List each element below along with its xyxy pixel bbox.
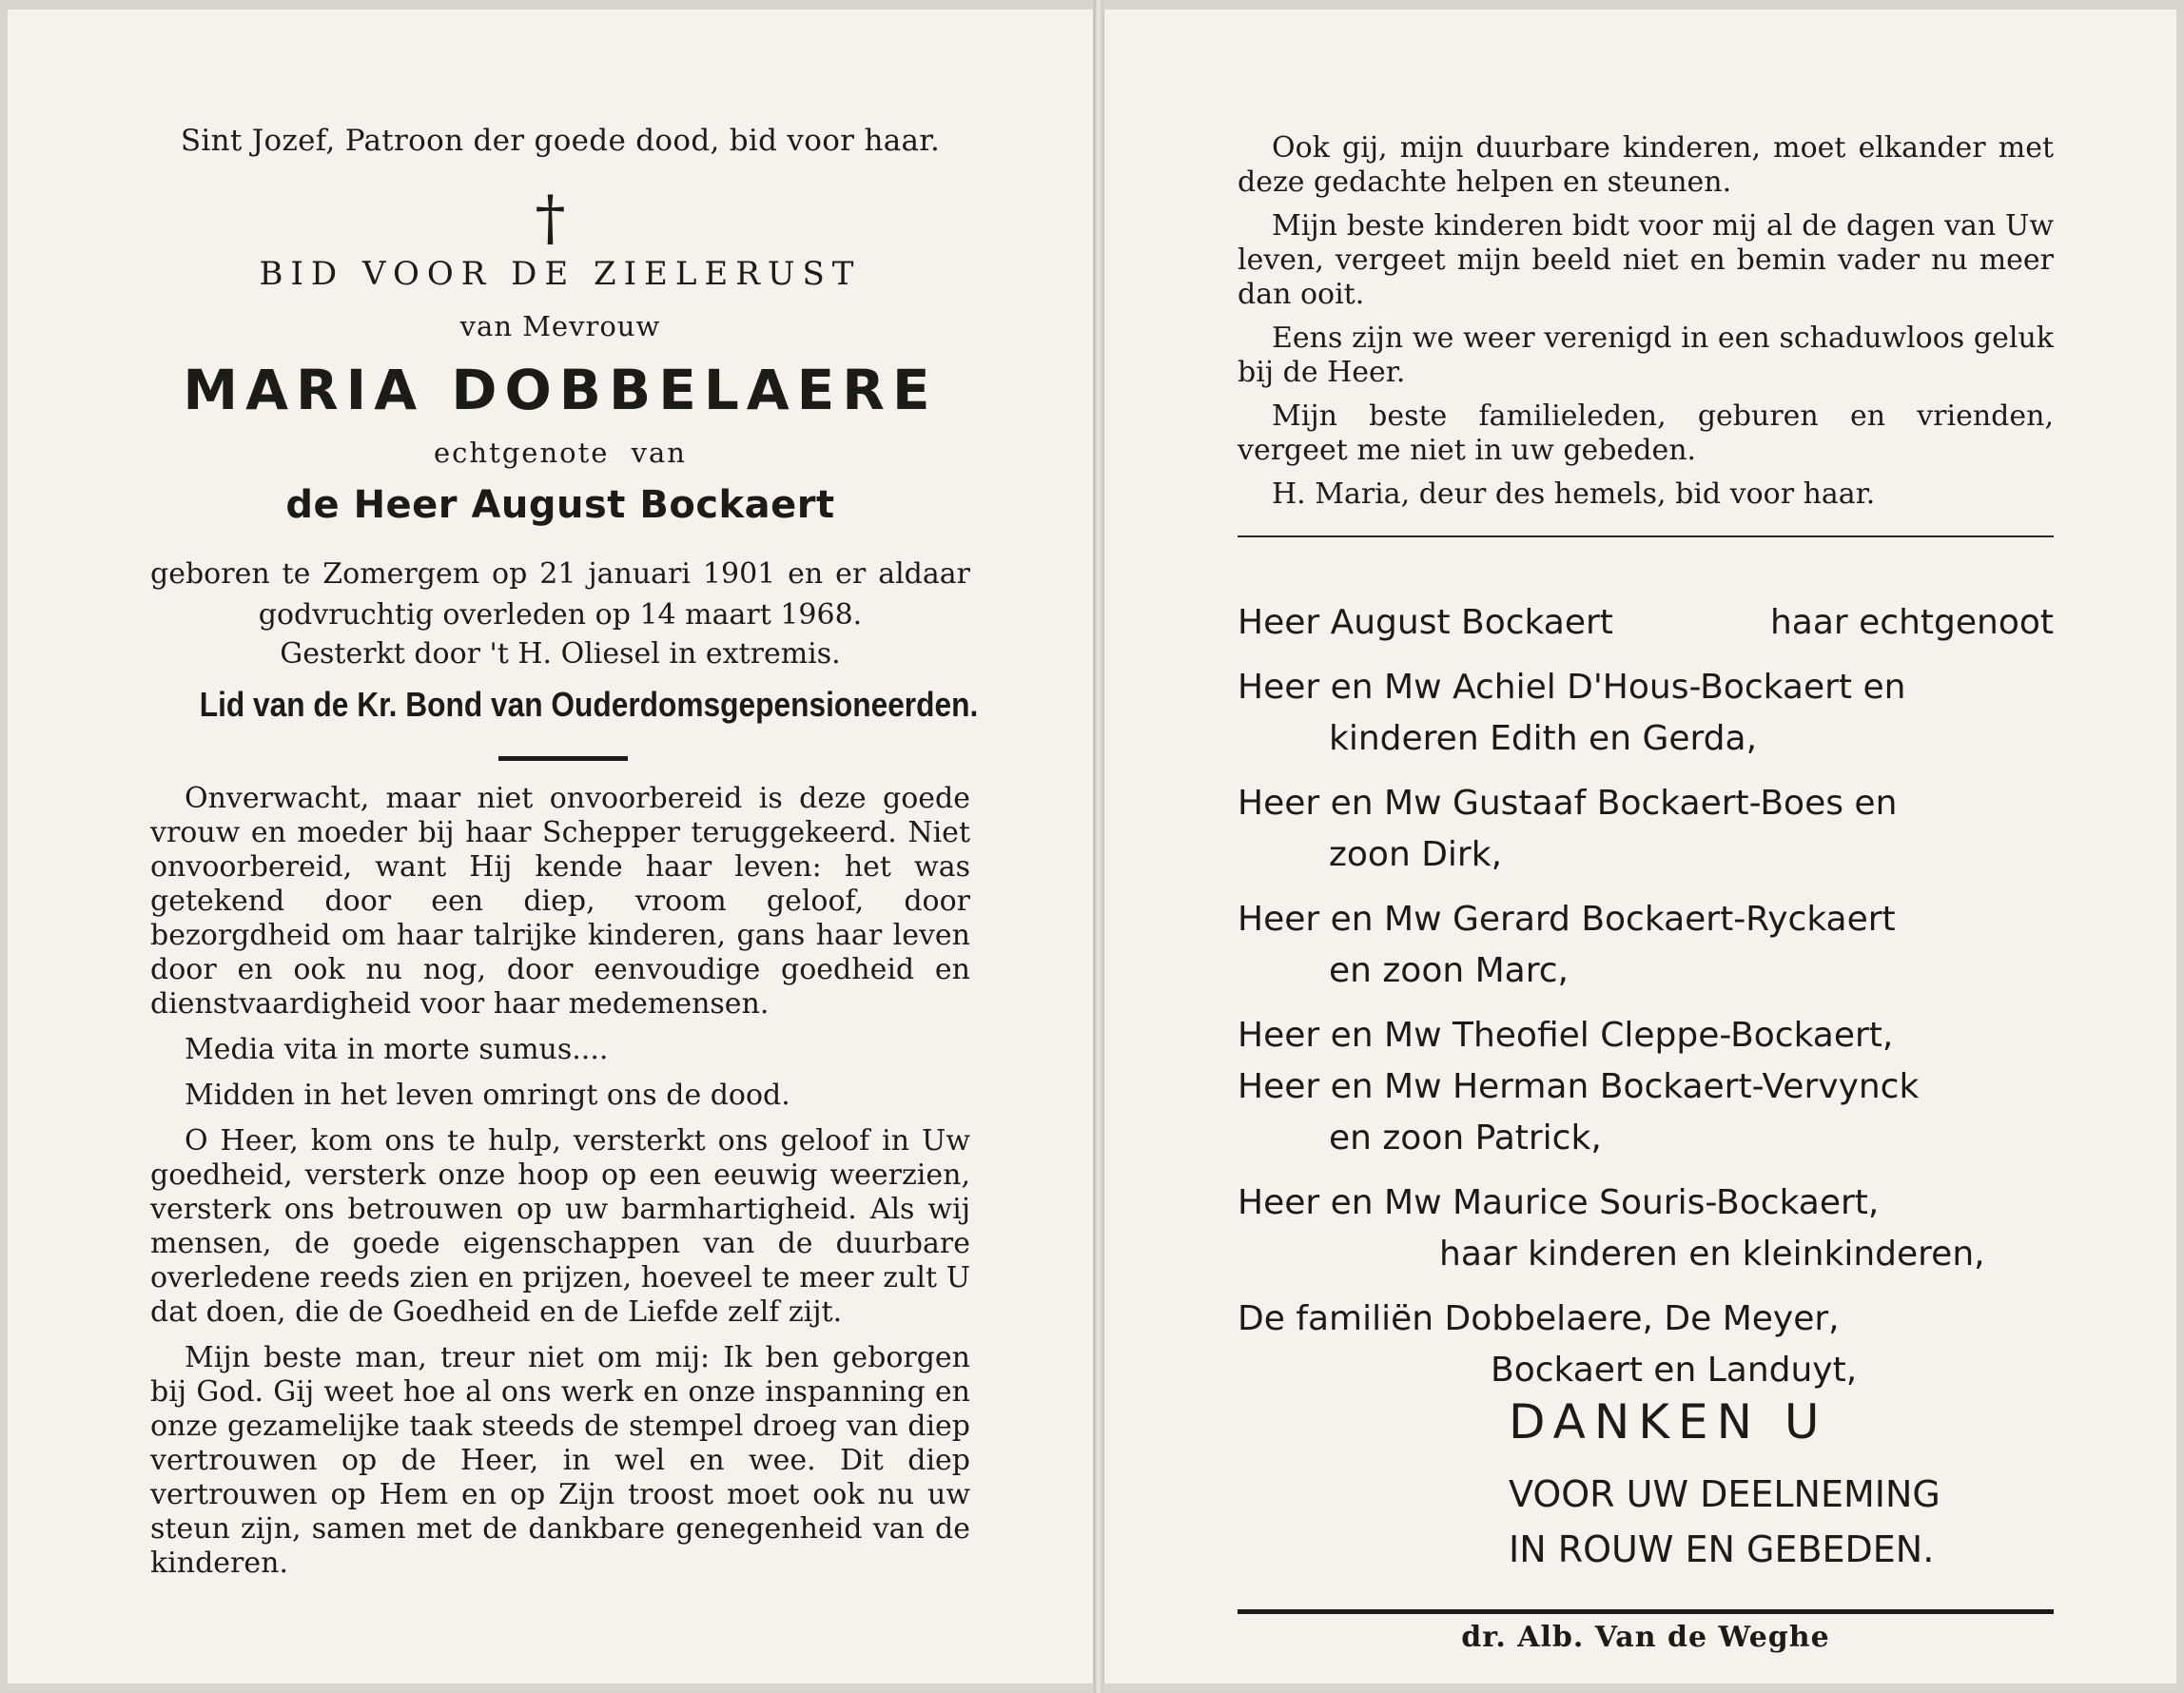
- paragraph: Media vita in morte sumus....: [185, 1033, 609, 1066]
- verse: Eens zijn we weer verenigd in een schaduwloos geluk bij de Heer.: [1238, 321, 2054, 389]
- divider: [498, 756, 628, 761]
- printer-credit: dr. Alb. Van de Weghe: [1461, 1621, 1830, 1654]
- thanks-line: IN ROUW EN GEBEDEN.: [1509, 1528, 1935, 1570]
- left-card: [8, 10, 1094, 1683]
- paragraph: Midden in het leven omringt ons de dood.: [185, 1079, 790, 1112]
- verses: [1238, 131, 2054, 521]
- title-line: van Mevrouw: [459, 310, 661, 342]
- prayer-top: Sint Jozef, Patroon der goede dood, bid voor haar.: [180, 124, 941, 158]
- divider: [1238, 1609, 2054, 1614]
- list-item: Heer en Mw Achiel D'Hous-Bockaert en: [1238, 668, 1906, 707]
- list-item: Heer en Mw Gerard Bockaert-Ryckaert: [1238, 900, 1896, 939]
- thanks-text: [1509, 1467, 2056, 1577]
- membership-text: Lid van de Kr. Bond van Ouderdomsgepensioneerden.: [199, 685, 979, 724]
- list-item: Heer en Mw Gustaaf Bockaert-Boes en: [1238, 784, 1898, 823]
- spouse-intro: echtgenote van: [434, 437, 687, 469]
- list-item: Bockaert en Landuyt,: [1491, 1351, 1858, 1390]
- card-fold: [1094, 0, 1103, 1693]
- husband-name: Heer August Bockaert: [1238, 603, 1613, 642]
- verse: Ook gij, mijn duurbare kinderen, moet elkander met deze gedachte helpen en steunen.: [1238, 131, 2054, 199]
- sacrament-text: Gesterkt door 't H. Oliesel in extremis.: [280, 637, 841, 671]
- list-item: en zoon Marc,: [1329, 951, 1569, 990]
- spouse-name: de Heer August Bockaert: [285, 483, 835, 527]
- deceased-name: MARIA DOBBELAERE: [183, 358, 938, 422]
- divider: [1238, 535, 2054, 537]
- list-item: Heer en Mw Maurice Souris-Bockaert,: [1238, 1183, 1880, 1222]
- verse: Mijn beste familieleden, geburen en vrienden, vergeet me niet in uw gebeden.: [1238, 399, 2054, 467]
- paragraph: O Heer, kom ons te hulp, versterkt ons geloof in Uw goedheid, versterk onze hoop op een eeuwig weerzien, versterk ons betrouwen op uw barmhartigheid. Als wij mensen, de goede eigenschappen van de duurbare overledene reeds zien en prijzen, hoeveel te meer zult U dat doen, die de Goedheid en de Liefde zelf zijt.: [150, 1124, 970, 1329]
- heading: BID VOOR DE ZIELERUST: [259, 255, 862, 293]
- list-item: en zoon Patrick,: [1329, 1119, 1602, 1158]
- cross-icon: †: [535, 184, 566, 254]
- paragraph: Mijn beste man, treur niet om mij: Ik ben geborgen bij God. Gij weet hoe al ons werk en onze inspanning en onze gezamelijke taak steeds de stempel droeg van diep vertrouwen op de Heer, in wel en wee. Dit diep vertrouwen op Hem en op Zijn troost moet ook nu uw steun zijn, samen met de dankbare genegenheid van de kinderen.: [150, 1341, 970, 1580]
- list-item: [1238, 597, 2054, 649]
- list-item: kinderen Edith en Gerda,: [1329, 719, 1758, 758]
- paragraph: Onverwacht, maar niet onvoorbereid is deze goede vrouw en moeder bij haar Schepper teruggekeerd. Niet onvoorbereid, want Hij kende haar leven: het was getekend door een diep, vroom geloof, door bezorgdheid om haar talrijke kinderen, gans haar leven door en ook nu nog, door eenvoudige goedheid en dienstvaardigheid voor haar medemensen.: [150, 782, 970, 1021]
- verse: Mijn beste kinderen bidt voor mij al de dagen van Uw leven, vergeet mijn beeld niet en bemin vader nu meer dan ooit.: [1238, 209, 2054, 311]
- list-item: Heer en Mw Herman Bockaert-Vervynck: [1238, 1067, 1920, 1106]
- thanks-heading: DANKEN U: [1509, 1394, 1828, 1450]
- thanks-line: VOOR UW DEELNEMING: [1509, 1473, 1940, 1515]
- family-list: [1238, 597, 2054, 1396]
- list-item: De familiën Dobbelaere, De Meyer,: [1238, 1299, 1840, 1338]
- list-item: Heer en Mw Theofiel Cleppe-Bockaert,: [1238, 1016, 1894, 1055]
- list-item: haar kinderen en kleinkinderen,: [1439, 1235, 1985, 1274]
- husband-role: haar echtgenoot: [1769, 603, 2054, 642]
- right-card: [1103, 10, 2176, 1683]
- birth-death-text: geboren te Zomergem op 21 januari 1901 en er aldaar godvruchtig overleden op 14 maart 1968.: [150, 557, 970, 632]
- body-text: [150, 782, 970, 1592]
- list-item: zoon Dirk,: [1329, 835, 1503, 874]
- verse: H. Maria, deur des hemels, bid voor haar.: [1272, 477, 1876, 511]
